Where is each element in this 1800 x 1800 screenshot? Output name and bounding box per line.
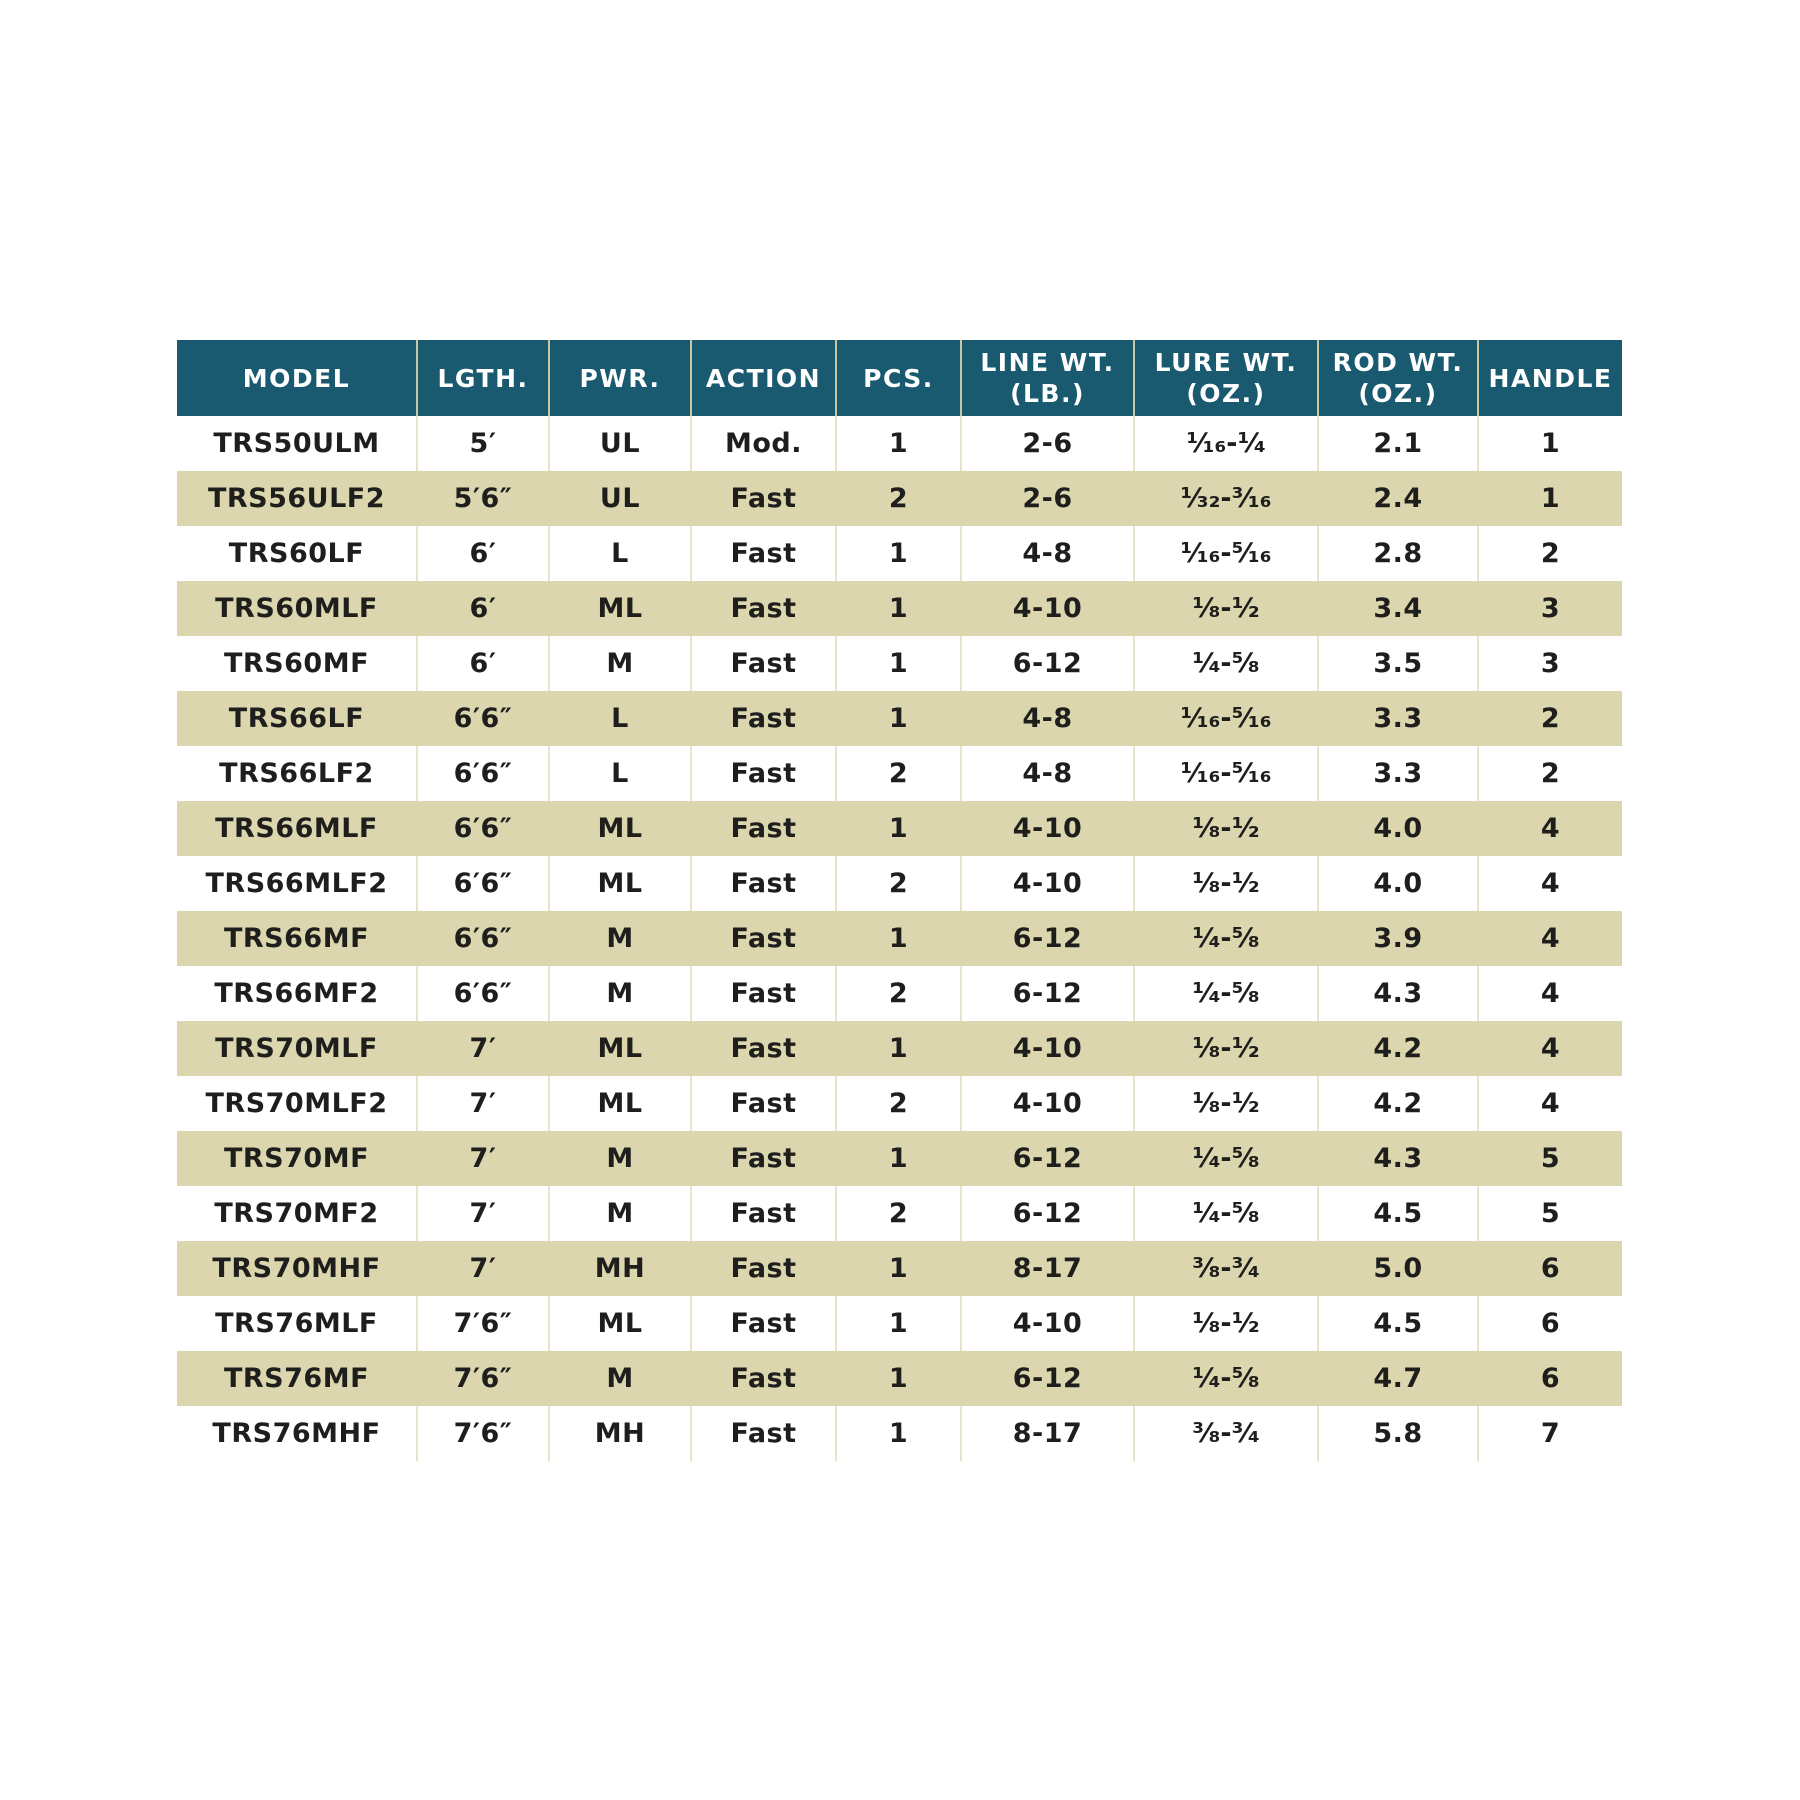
table-row [177, 1241, 1622, 1296]
cell-length: 6′6″ [417, 746, 549, 801]
cell-pieces: 1 [836, 636, 961, 691]
cell-pieces: 1 [836, 1241, 961, 1296]
cell-length: 7′ [417, 1186, 549, 1241]
cell-rod-wt: 5.0 [1318, 1241, 1478, 1296]
cell-length: 6′ [417, 636, 549, 691]
cell-pieces: 2 [836, 471, 961, 526]
cell-line-wt: 8-17 [961, 1406, 1134, 1461]
cell-lure-wt: ¹⁄₈-¹⁄₂ [1134, 856, 1318, 911]
table-row [177, 526, 1622, 581]
cell-pieces: 1 [836, 581, 961, 636]
cell-rod-wt: 2.8 [1318, 526, 1478, 581]
column-header-handle [1478, 340, 1622, 416]
cell-length: 6′ [417, 526, 549, 581]
cell-action: Fast [691, 966, 836, 1021]
cell-lure-wt: ¹⁄₄-⁵⁄₈ [1134, 966, 1318, 1021]
cell-power: M [549, 1351, 691, 1406]
cell-action: Fast [691, 691, 836, 746]
cell-lure-wt: ¹⁄₃₂-³⁄₁₆ [1134, 471, 1318, 526]
cell-action: Fast [691, 1021, 836, 1076]
cell-lure-wt: ³⁄₈-³⁄₄ [1134, 1241, 1318, 1296]
column-header-model [177, 340, 417, 416]
cell-pieces: 1 [836, 1131, 961, 1186]
cell-model: TRS76MHF [177, 1406, 417, 1461]
cell-pieces: 2 [836, 856, 961, 911]
cell-action: Fast [691, 1241, 836, 1296]
cell-line-wt: 6-12 [961, 966, 1134, 1021]
cell-handle: 6 [1478, 1241, 1622, 1296]
cell-model: TRS76MLF [177, 1296, 417, 1351]
cell-power: M [549, 636, 691, 691]
cell-rod-wt: 4.0 [1318, 856, 1478, 911]
table-row [177, 1351, 1622, 1406]
cell-length: 6′6″ [417, 801, 549, 856]
cell-length: 7′ [417, 1131, 549, 1186]
cell-line-wt: 4-10 [961, 801, 1134, 856]
cell-pieces: 1 [836, 416, 961, 471]
cell-handle: 5 [1478, 1131, 1622, 1186]
cell-power: ML [549, 856, 691, 911]
cell-handle: 1 [1478, 416, 1622, 471]
column-header-label: LINE WT. [980, 348, 1115, 377]
cell-length: 7′ [417, 1021, 549, 1076]
cell-model: TRS70MF [177, 1131, 417, 1186]
cell-lure-wt: ¹⁄₁₆-⁵⁄₁₆ [1134, 746, 1318, 801]
cell-length: 5′6″ [417, 471, 549, 526]
cell-model: TRS60MLF [177, 581, 417, 636]
cell-pieces: 2 [836, 746, 961, 801]
cell-pieces: 1 [836, 691, 961, 746]
cell-rod-wt: 2.1 [1318, 416, 1478, 471]
cell-line-wt: 6-12 [961, 1186, 1134, 1241]
column-header-label: LGTH. [437, 363, 529, 393]
cell-handle: 6 [1478, 1351, 1622, 1406]
cell-length: 6′6″ [417, 966, 549, 1021]
column-header-label: ROD WT. [1332, 348, 1464, 377]
cell-handle: 2 [1478, 746, 1622, 801]
table-row [177, 691, 1622, 746]
cell-action: Fast [691, 911, 836, 966]
cell-length: 7′6″ [417, 1296, 549, 1351]
cell-length: 6′6″ [417, 856, 549, 911]
cell-model: TRS66LF [177, 691, 417, 746]
cell-length: 7′ [417, 1076, 549, 1131]
cell-power: ML [549, 1076, 691, 1131]
cell-action: Fast [691, 1076, 836, 1131]
cell-length: 6′6″ [417, 691, 549, 746]
table-row [177, 1076, 1622, 1131]
table-row [177, 636, 1622, 691]
cell-model: TRS66MLF [177, 801, 417, 856]
cell-power: L [549, 691, 691, 746]
cell-lure-wt: ¹⁄₁₆-¹⁄₄ [1134, 416, 1318, 471]
cell-model: TRS66MLF2 [177, 856, 417, 911]
cell-action: Fast [691, 856, 836, 911]
cell-model: TRS70MHF [177, 1241, 417, 1296]
column-header-lure-wt [1134, 340, 1318, 416]
cell-power: M [549, 1131, 691, 1186]
cell-rod-wt: 4.7 [1318, 1351, 1478, 1406]
cell-model: TRS60LF [177, 526, 417, 581]
cell-handle: 4 [1478, 801, 1622, 856]
column-header-label: PWR. [579, 363, 661, 393]
column-header-unit: (OZ.) [1358, 379, 1438, 408]
cell-model: TRS76MF [177, 1351, 417, 1406]
cell-line-wt: 6-12 [961, 636, 1134, 691]
cell-rod-wt: 4.5 [1318, 1186, 1478, 1241]
cell-handle: 4 [1478, 911, 1622, 966]
cell-line-wt: 8-17 [961, 1241, 1134, 1296]
cell-power: M [549, 1186, 691, 1241]
cell-pieces: 1 [836, 1351, 961, 1406]
cell-line-wt: 4-10 [961, 1076, 1134, 1131]
cell-model: TRS60MF [177, 636, 417, 691]
cell-pieces: 1 [836, 526, 961, 581]
cell-rod-wt: 4.3 [1318, 966, 1478, 1021]
cell-line-wt: 4-8 [961, 526, 1134, 581]
cell-power: ML [549, 1021, 691, 1076]
cell-handle: 3 [1478, 581, 1622, 636]
cell-lure-wt: ¹⁄₈-¹⁄₂ [1134, 1076, 1318, 1131]
cell-power: L [549, 746, 691, 801]
cell-rod-wt: 3.5 [1318, 636, 1478, 691]
cell-power: UL [549, 471, 691, 526]
table-body [177, 416, 1622, 1461]
cell-length: 6′6″ [417, 911, 549, 966]
cell-lure-wt: ¹⁄₄-⁵⁄₈ [1134, 1351, 1318, 1406]
cell-action: Mod. [691, 416, 836, 471]
cell-line-wt: 4-8 [961, 691, 1134, 746]
cell-power: L [549, 526, 691, 581]
table-row [177, 746, 1622, 801]
cell-action: Fast [691, 1186, 836, 1241]
cell-pieces: 1 [836, 1406, 961, 1461]
cell-length: 7′6″ [417, 1351, 549, 1406]
cell-rod-wt: 4.2 [1318, 1021, 1478, 1076]
cell-power: UL [549, 416, 691, 471]
cell-lure-wt: ¹⁄₈-¹⁄₂ [1134, 1296, 1318, 1351]
cell-handle: 4 [1478, 856, 1622, 911]
cell-line-wt: 4-10 [961, 581, 1134, 636]
cell-rod-wt: 4.2 [1318, 1076, 1478, 1131]
cell-handle: 2 [1478, 526, 1622, 581]
cell-lure-wt: ¹⁄₄-⁵⁄₈ [1134, 636, 1318, 691]
table-row [177, 581, 1622, 636]
table-row [177, 471, 1622, 526]
cell-rod-wt: 4.3 [1318, 1131, 1478, 1186]
cell-action: Fast [691, 581, 836, 636]
cell-lure-wt: ¹⁄₁₆-⁵⁄₁₆ [1134, 526, 1318, 581]
column-header-unit: (OZ.) [1186, 379, 1266, 408]
cell-power: M [549, 966, 691, 1021]
column-header-power [549, 340, 691, 416]
cell-model: TRS66LF2 [177, 746, 417, 801]
column-header-label: PCS. [863, 363, 934, 393]
cell-action: Fast [691, 801, 836, 856]
cell-power: ML [549, 1296, 691, 1351]
cell-action: Fast [691, 1131, 836, 1186]
cell-handle: 3 [1478, 636, 1622, 691]
cell-handle: 4 [1478, 966, 1622, 1021]
table-header [177, 340, 1622, 416]
column-header-label: ACTION [705, 363, 822, 393]
cell-lure-wt: ¹⁄₁₆-⁵⁄₁₆ [1134, 691, 1318, 746]
cell-line-wt: 4-10 [961, 856, 1134, 911]
cell-lure-wt: ¹⁄₈-¹⁄₂ [1134, 581, 1318, 636]
cell-pieces: 1 [836, 911, 961, 966]
column-header-label: MODEL [242, 363, 351, 393]
cell-model: TRS66MF [177, 911, 417, 966]
cell-rod-wt: 3.3 [1318, 691, 1478, 746]
cell-action: Fast [691, 746, 836, 801]
cell-handle: 4 [1478, 1076, 1622, 1131]
cell-lure-wt: ¹⁄₄-⁵⁄₈ [1134, 1186, 1318, 1241]
cell-power: ML [549, 581, 691, 636]
column-header-line-wt [961, 340, 1134, 416]
cell-lure-wt: ³⁄₈-³⁄₄ [1134, 1406, 1318, 1461]
cell-length: 7′ [417, 1241, 549, 1296]
cell-action: Fast [691, 636, 836, 691]
column-header-label: LURE WT. [1154, 348, 1298, 377]
table-row [177, 1021, 1622, 1076]
cell-lure-wt: ¹⁄₈-¹⁄₂ [1134, 801, 1318, 856]
cell-rod-wt: 3.3 [1318, 746, 1478, 801]
cell-length: 5′ [417, 416, 549, 471]
cell-line-wt: 2-6 [961, 471, 1134, 526]
cell-handle: 6 [1478, 1296, 1622, 1351]
cell-line-wt: 6-12 [961, 1131, 1134, 1186]
cell-pieces: 2 [836, 1076, 961, 1131]
column-header-rod-wt [1318, 340, 1478, 416]
table-row [177, 1131, 1622, 1186]
cell-pieces: 2 [836, 1186, 961, 1241]
column-header-action [691, 340, 836, 416]
cell-line-wt: 6-12 [961, 911, 1134, 966]
cell-handle: 7 [1478, 1406, 1622, 1461]
cell-rod-wt: 4.5 [1318, 1296, 1478, 1351]
cell-power: MH [549, 1241, 691, 1296]
cell-pieces: 1 [836, 801, 961, 856]
cell-model: TRS66MF2 [177, 966, 417, 1021]
table-row [177, 1406, 1622, 1461]
cell-length: 6′ [417, 581, 549, 636]
table-row [177, 966, 1622, 1021]
table-row [177, 801, 1622, 856]
column-header-unit: (LB.) [1010, 379, 1085, 408]
cell-power: MH [549, 1406, 691, 1461]
cell-handle: 1 [1478, 471, 1622, 526]
rod-spec-table [177, 340, 1622, 1461]
cell-model: TRS70MLF [177, 1021, 417, 1076]
cell-line-wt: 4-10 [961, 1021, 1134, 1076]
cell-rod-wt: 3.9 [1318, 911, 1478, 966]
cell-line-wt: 2-6 [961, 416, 1134, 471]
cell-model: TRS50ULM [177, 416, 417, 471]
cell-rod-wt: 2.4 [1318, 471, 1478, 526]
cell-line-wt: 4-10 [961, 1296, 1134, 1351]
cell-line-wt: 4-8 [961, 746, 1134, 801]
table-row [177, 416, 1622, 471]
column-header-pieces [836, 340, 961, 416]
table-row [177, 1296, 1622, 1351]
header-row [177, 340, 1622, 416]
table-row [177, 1186, 1622, 1241]
cell-power: ML [549, 801, 691, 856]
cell-lure-wt: ¹⁄₄-⁵⁄₈ [1134, 911, 1318, 966]
cell-handle: 2 [1478, 691, 1622, 746]
cell-model: TRS70MLF2 [177, 1076, 417, 1131]
column-header-label: HANDLE [1488, 363, 1613, 393]
cell-pieces: 1 [836, 1021, 961, 1076]
cell-rod-wt: 4.0 [1318, 801, 1478, 856]
cell-action: Fast [691, 1351, 836, 1406]
cell-handle: 4 [1478, 1021, 1622, 1076]
cell-action: Fast [691, 471, 836, 526]
cell-action: Fast [691, 526, 836, 581]
cell-power: M [549, 911, 691, 966]
cell-action: Fast [691, 1406, 836, 1461]
cell-pieces: 1 [836, 1296, 961, 1351]
column-header-length [417, 340, 549, 416]
cell-rod-wt: 5.8 [1318, 1406, 1478, 1461]
cell-model: TRS70MF2 [177, 1186, 417, 1241]
cell-pieces: 2 [836, 966, 961, 1021]
cell-handle: 5 [1478, 1186, 1622, 1241]
table-row [177, 856, 1622, 911]
cell-action: Fast [691, 1296, 836, 1351]
cell-length: 7′6″ [417, 1406, 549, 1461]
cell-lure-wt: ¹⁄₈-¹⁄₂ [1134, 1021, 1318, 1076]
cell-lure-wt: ¹⁄₄-⁵⁄₈ [1134, 1131, 1318, 1186]
cell-line-wt: 6-12 [961, 1351, 1134, 1406]
cell-rod-wt: 3.4 [1318, 581, 1478, 636]
cell-model: TRS56ULF2 [177, 471, 417, 526]
table-row [177, 911, 1622, 966]
